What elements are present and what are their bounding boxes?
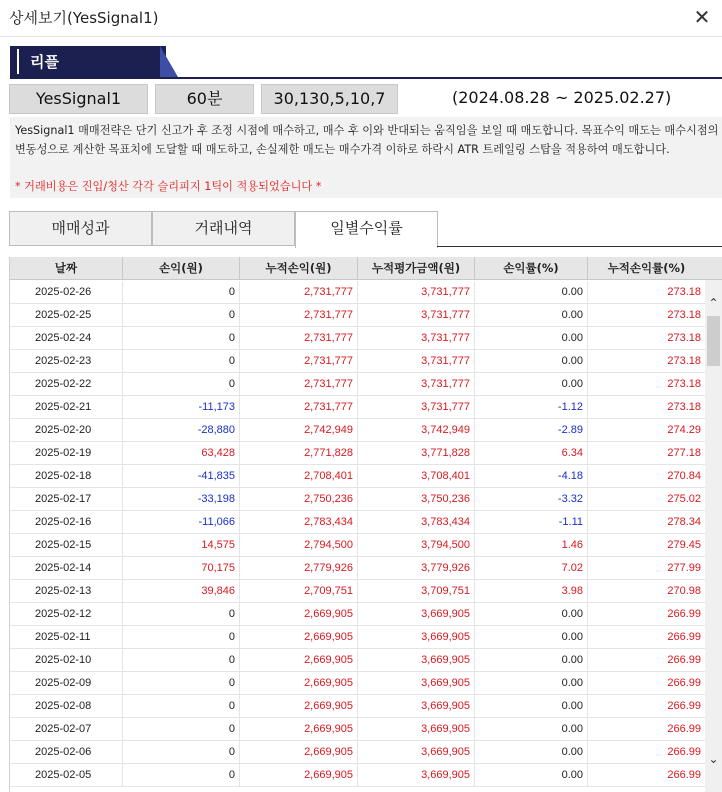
cell-pnl: -28,880 bbox=[123, 419, 240, 441]
cell-date: 2025-02-10 bbox=[10, 649, 123, 671]
cell-cum-value: 3,669,905 bbox=[358, 695, 475, 717]
cell-cum-value: 3,669,905 bbox=[358, 741, 475, 763]
cell-return: -2.89 bbox=[475, 419, 588, 441]
cell-date: 2025-02-12 bbox=[10, 603, 123, 625]
cell-date: 2025-02-21 bbox=[10, 396, 123, 418]
cell-cum-value: 3,708,401 bbox=[358, 465, 475, 487]
scrollbar-header-corner bbox=[705, 257, 722, 280]
cell-cum-value: 3,731,777 bbox=[358, 281, 475, 303]
cell-cum-value: 3,669,905 bbox=[358, 672, 475, 694]
cell-return: 1.46 bbox=[475, 534, 588, 556]
cell-pnl: 0 bbox=[123, 626, 240, 648]
cell-cum-return: 266.99 bbox=[588, 741, 705, 763]
table-row[interactable] bbox=[10, 419, 705, 442]
cell-return: 0.00 bbox=[475, 649, 588, 671]
cell-cum-return: 266.99 bbox=[588, 603, 705, 625]
header-cum-value[interactable]: 누적평가금액(원) bbox=[358, 257, 475, 280]
table-row[interactable] bbox=[10, 281, 705, 304]
cell-date: 2025-02-09 bbox=[10, 672, 123, 694]
cell-cum-return: 266.99 bbox=[588, 695, 705, 717]
cell-pnl: -41,835 bbox=[123, 465, 240, 487]
cell-return: -3.32 bbox=[475, 488, 588, 510]
cell-cum-return: 277.99 bbox=[588, 557, 705, 579]
window-title: 상세보기(YesSignal1) bbox=[9, 9, 159, 27]
cell-return: 0.00 bbox=[475, 373, 588, 395]
scrollbar-thumb[interactable] bbox=[707, 316, 720, 366]
table-row[interactable] bbox=[10, 672, 705, 695]
cell-pnl: 0 bbox=[123, 350, 240, 372]
cell-cum-value: 3,669,905 bbox=[358, 626, 475, 648]
cell-date: 2025-02-19 bbox=[10, 442, 123, 464]
cell-date: 2025-02-17 bbox=[10, 488, 123, 510]
cell-cum-pnl: 2,771,828 bbox=[240, 442, 358, 464]
cell-cum-value: 3,731,777 bbox=[358, 327, 475, 349]
backtest-period: (2024.08.28 ~ 2025.02.27) bbox=[452, 88, 672, 107]
table-row[interactable] bbox=[10, 327, 705, 350]
cell-cum-value: 3,669,905 bbox=[358, 718, 475, 740]
table-row[interactable] bbox=[10, 649, 705, 672]
cell-return: 0.00 bbox=[475, 350, 588, 372]
cell-pnl: 63,428 bbox=[123, 442, 240, 464]
cell-date: 2025-02-23 bbox=[10, 350, 123, 372]
cell-cum-return: 270.84 bbox=[588, 465, 705, 487]
cell-pnl: 39,846 bbox=[123, 580, 240, 602]
cell-pnl: -11,066 bbox=[123, 511, 240, 533]
cell-cum-pnl: 2,669,905 bbox=[240, 603, 358, 625]
cell-return: 3.98 bbox=[475, 580, 588, 602]
cell-cum-pnl: 2,750,236 bbox=[240, 488, 358, 510]
cost-note: * 거래비용은 진입/청산 각각 슬리피지 1틱이 적용되었습니다 * bbox=[15, 180, 322, 193]
cell-return: 0.00 bbox=[475, 718, 588, 740]
strategy-params: 30,130,5,10,7 bbox=[261, 84, 398, 114]
cell-cum-return: 278.34 bbox=[588, 511, 705, 533]
strategy-description bbox=[10, 117, 722, 198]
cell-pnl: 0 bbox=[123, 649, 240, 671]
cell-date: 2025-02-13 bbox=[10, 580, 123, 602]
cell-cum-pnl: 2,669,905 bbox=[240, 764, 358, 786]
header-cum-return[interactable]: 누적손익률(%) bbox=[588, 257, 705, 280]
cell-return: 6.34 bbox=[475, 442, 588, 464]
cell-cum-pnl: 2,709,751 bbox=[240, 580, 358, 602]
cell-date: 2025-02-15 bbox=[10, 534, 123, 556]
cell-pnl: 0 bbox=[123, 741, 240, 763]
cell-cum-pnl: 2,779,926 bbox=[240, 557, 358, 579]
cell-cum-value: 3,783,434 bbox=[358, 511, 475, 533]
cell-cum-value: 3,750,236 bbox=[358, 488, 475, 510]
asset-banner bbox=[10, 46, 722, 78]
cell-pnl: 0 bbox=[123, 603, 240, 625]
cell-return: 0.00 bbox=[475, 695, 588, 717]
cell-date: 2025-02-22 bbox=[10, 373, 123, 395]
cell-pnl: 70,175 bbox=[123, 557, 240, 579]
table-row[interactable] bbox=[10, 580, 705, 603]
cell-cum-return: 273.18 bbox=[588, 304, 705, 326]
cell-return: 7.02 bbox=[475, 557, 588, 579]
cell-cum-value: 3,731,777 bbox=[358, 304, 475, 326]
vertical-scrollbar[interactable] bbox=[705, 280, 722, 792]
cell-return: -1.12 bbox=[475, 396, 588, 418]
cell-date: 2025-02-06 bbox=[10, 741, 123, 763]
cell-cum-value: 3,779,926 bbox=[358, 557, 475, 579]
cell-pnl: 0 bbox=[123, 764, 240, 786]
cell-return: 0.00 bbox=[475, 626, 588, 648]
cell-cum-return: 266.99 bbox=[588, 626, 705, 648]
cell-date: 2025-02-24 bbox=[10, 327, 123, 349]
table-row[interactable] bbox=[10, 442, 705, 465]
asset-name: 리플 bbox=[30, 53, 59, 71]
cell-cum-pnl: 2,731,777 bbox=[240, 350, 358, 372]
cell-date: 2025-02-07 bbox=[10, 718, 123, 740]
cell-cum-pnl: 2,794,500 bbox=[240, 534, 358, 556]
table-row[interactable] bbox=[10, 534, 705, 557]
cell-return: 0.00 bbox=[475, 327, 588, 349]
cell-cum-pnl: 2,669,905 bbox=[240, 672, 358, 694]
table-row[interactable] bbox=[10, 557, 705, 580]
cell-return: -4.18 bbox=[475, 465, 588, 487]
cell-return: 0.00 bbox=[475, 603, 588, 625]
cell-cum-value: 3,669,905 bbox=[358, 764, 475, 786]
chevron-down-icon[interactable]: ⌄ bbox=[708, 752, 719, 766]
table-row[interactable] bbox=[10, 396, 705, 419]
cell-cum-return: 273.18 bbox=[588, 373, 705, 395]
cell-cum-value: 3,669,905 bbox=[358, 649, 475, 671]
banner-accent bbox=[17, 49, 19, 74]
cell-return: 0.00 bbox=[475, 304, 588, 326]
cell-date: 2025-02-18 bbox=[10, 465, 123, 487]
cell-cum-pnl: 2,731,777 bbox=[240, 281, 358, 303]
close-icon[interactable]: ✕ bbox=[693, 5, 711, 29]
cell-pnl: 14,575 bbox=[123, 534, 240, 556]
table-row[interactable] bbox=[10, 304, 705, 327]
cell-date: 2025-02-16 bbox=[10, 511, 123, 533]
cell-cum-return: 274.29 bbox=[588, 419, 705, 441]
divider bbox=[0, 36, 722, 37]
cell-cum-value: 3,794,500 bbox=[358, 534, 475, 556]
chevron-up-icon[interactable]: ⌃ bbox=[708, 296, 719, 310]
cell-cum-value: 3,669,905 bbox=[358, 603, 475, 625]
header-date[interactable]: 날짜 bbox=[10, 257, 123, 280]
cell-cum-return: 273.18 bbox=[588, 350, 705, 372]
cell-pnl: -11,173 bbox=[123, 396, 240, 418]
cell-cum-pnl: 2,669,905 bbox=[240, 718, 358, 740]
header-cum-pnl[interactable]: 누적손익(원) bbox=[240, 257, 358, 280]
description-text: YesSignal1 매매전략은 단기 신고가 후 조정 시점에 매수하고, 매수 후 이와 반대되는 움직임을 보일 때 매도합니다. 목표수익 매도는 매수시점의 변동성으로 계산한 목표치에 도달할 때 매도하고, 손실제한 매도는 매수가격 이하로 하락시 ATR 트레일링 스탑을 적용하여 매도합니다. bbox=[15, 124, 719, 156]
cell-cum-return: 266.99 bbox=[588, 672, 705, 694]
cell-cum-return: 277.18 bbox=[588, 442, 705, 464]
cell-cum-pnl: 2,783,434 bbox=[240, 511, 358, 533]
tab-trades[interactable]: 거래내역 bbox=[152, 211, 295, 246]
cell-return: 0.00 bbox=[475, 281, 588, 303]
cell-cum-pnl: 2,731,777 bbox=[240, 304, 358, 326]
cell-pnl: 0 bbox=[123, 718, 240, 740]
tab-performance[interactable]: 매매성과 bbox=[9, 211, 152, 246]
cell-cum-return: 273.18 bbox=[588, 396, 705, 418]
cell-cum-pnl: 2,731,777 bbox=[240, 373, 358, 395]
cell-pnl: 0 bbox=[123, 281, 240, 303]
cell-date: 2025-02-05 bbox=[10, 764, 123, 786]
cell-pnl: -33,198 bbox=[123, 488, 240, 510]
cell-cum-return: 270.98 bbox=[588, 580, 705, 602]
table-row[interactable] bbox=[10, 350, 705, 373]
cell-cum-pnl: 2,742,949 bbox=[240, 419, 358, 441]
cell-return: 0.00 bbox=[475, 741, 588, 763]
cell-cum-return: 273.18 bbox=[588, 327, 705, 349]
cell-return: -1.11 bbox=[475, 511, 588, 533]
table-row[interactable] bbox=[10, 488, 705, 511]
cell-pnl: 0 bbox=[123, 695, 240, 717]
cell-cum-pnl: 2,669,905 bbox=[240, 695, 358, 717]
tab-daily-returns[interactable]: 일별수익률 bbox=[295, 211, 438, 248]
table-row[interactable] bbox=[10, 764, 705, 787]
cell-cum-value: 3,742,949 bbox=[358, 419, 475, 441]
banner-slant bbox=[160, 46, 178, 77]
cell-cum-return: 266.99 bbox=[588, 764, 705, 786]
cell-return: 0.00 bbox=[475, 764, 588, 786]
daily-returns-table bbox=[9, 257, 705, 792]
cell-cum-return: 279.45 bbox=[588, 534, 705, 556]
cell-cum-value: 3,731,777 bbox=[358, 396, 475, 418]
cell-cum-return: 273.18 bbox=[588, 281, 705, 303]
cell-pnl: 0 bbox=[123, 327, 240, 349]
cell-return: 0.00 bbox=[475, 672, 588, 694]
tab-bar bbox=[9, 211, 722, 248]
table-row[interactable] bbox=[10, 603, 705, 626]
cell-cum-return: 266.99 bbox=[588, 718, 705, 740]
cell-cum-value: 3,731,777 bbox=[358, 350, 475, 372]
cell-pnl: 0 bbox=[123, 373, 240, 395]
cell-date: 2025-02-20 bbox=[10, 419, 123, 441]
cell-cum-pnl: 2,669,905 bbox=[240, 741, 358, 763]
strategy-name: YesSignal1 bbox=[9, 84, 148, 114]
cell-cum-pnl: 2,669,905 bbox=[240, 626, 358, 648]
cell-cum-pnl: 2,708,401 bbox=[240, 465, 358, 487]
title-bar bbox=[0, 0, 722, 36]
table-row[interactable] bbox=[10, 741, 705, 764]
tab-underline bbox=[437, 246, 722, 247]
table-row[interactable] bbox=[10, 695, 705, 718]
cell-cum-pnl: 2,731,777 bbox=[240, 327, 358, 349]
cell-pnl: 0 bbox=[123, 672, 240, 694]
header-return[interactable]: 손익률(%) bbox=[475, 257, 588, 280]
table-row[interactable] bbox=[10, 718, 705, 741]
cell-cum-pnl: 2,669,905 bbox=[240, 649, 358, 671]
table-header bbox=[10, 257, 705, 280]
table-row[interactable] bbox=[10, 511, 705, 534]
cell-cum-pnl: 2,731,777 bbox=[240, 396, 358, 418]
cell-cum-return: 275.02 bbox=[588, 488, 705, 510]
cell-cum-value: 3,771,828 bbox=[358, 442, 475, 464]
banner-underline bbox=[10, 77, 722, 79]
cell-date: 2025-02-11 bbox=[10, 626, 123, 648]
interval-label: 60분 bbox=[155, 84, 254, 114]
cell-pnl: 0 bbox=[123, 304, 240, 326]
cell-cum-value: 3,731,777 bbox=[358, 373, 475, 395]
table-row[interactable] bbox=[10, 465, 705, 488]
cell-date: 2025-02-08 bbox=[10, 695, 123, 717]
cell-date: 2025-02-14 bbox=[10, 557, 123, 579]
table-row[interactable] bbox=[10, 626, 705, 649]
cell-date: 2025-02-26 bbox=[10, 281, 123, 303]
cell-cum-value: 3,709,751 bbox=[358, 580, 475, 602]
table-row[interactable] bbox=[10, 373, 705, 396]
cell-date: 2025-02-25 bbox=[10, 304, 123, 326]
header-pnl[interactable]: 손익(원) bbox=[123, 257, 240, 280]
cell-cum-return: 266.99 bbox=[588, 649, 705, 671]
